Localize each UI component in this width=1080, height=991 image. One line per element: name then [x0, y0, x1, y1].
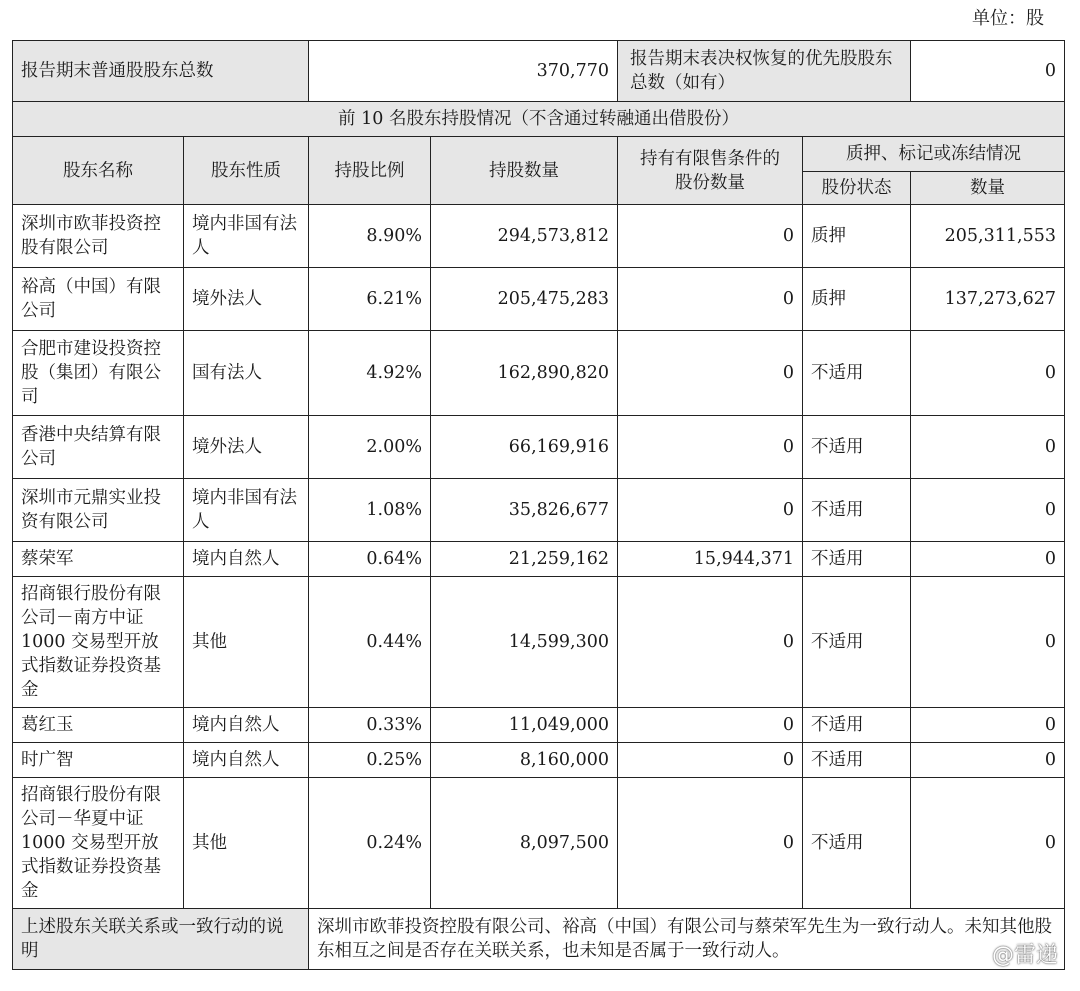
- table-row: [13, 205, 1065, 268]
- cell-pledged-count: 205,311,553: [911, 205, 1065, 268]
- cell-restricted-shares: 0: [618, 743, 803, 778]
- cell-restricted-shares: 0: [618, 331, 803, 416]
- cell-shareholder-nature: 其他: [184, 778, 309, 909]
- cell-share-count: 66,169,916: [431, 416, 618, 479]
- shareholder-table: [12, 40, 1065, 970]
- cell-shareholder-name: 香港中央结算有限公司: [13, 416, 184, 479]
- cell-shareholder-name: 裕高（中国）有限公司: [13, 268, 184, 331]
- cell-holding-ratio: 0.24%: [309, 778, 431, 909]
- cell-pledge-status: 不适用: [803, 577, 911, 708]
- cell-restricted-shares: 0: [618, 205, 803, 268]
- total-shareholders-label: 报告期末普通股股东总数: [13, 41, 309, 102]
- cell-pledged-count: 0: [911, 708, 1065, 743]
- cell-pledge-status: 不适用: [803, 542, 911, 577]
- cell-holding-ratio: 0.64%: [309, 542, 431, 577]
- cell-shareholder-nature: 境外法人: [184, 268, 309, 331]
- cell-shareholder-nature: 境内非国有法人: [184, 205, 309, 268]
- header-nature: 股东性质: [184, 137, 309, 205]
- table-row: [13, 577, 1065, 708]
- relationship-note-label: 上述股东关联关系或一致行动的说明: [13, 909, 309, 970]
- cell-pledge-status: 不适用: [803, 743, 911, 778]
- cell-shareholder-name: 葛红玉: [13, 708, 184, 743]
- header-row-1: [13, 137, 1065, 172]
- preferred-shareholders-value: 0: [911, 41, 1065, 102]
- cell-holding-ratio: 1.08%: [309, 479, 431, 542]
- total-shareholders-value: 370,770: [309, 41, 618, 102]
- cell-pledge-status: 不适用: [803, 708, 911, 743]
- cell-shareholder-nature: 国有法人: [184, 331, 309, 416]
- relationship-note-text: 深圳市欧菲投资控股有限公司、裕高（中国）有限公司与蔡荣军先生为一致行动人。未知其他股东相互之间是否存在关联关系，也未知是否属于一致行动人。: [309, 909, 1065, 970]
- cell-pledge-status: 质押: [803, 205, 911, 268]
- header-pledge-count: 数量: [911, 172, 1065, 205]
- cell-shareholder-name: 合肥市建设投资控股（集团）有限公司: [13, 331, 184, 416]
- cell-restricted-shares: 0: [618, 708, 803, 743]
- cell-holding-ratio: 6.21%: [309, 268, 431, 331]
- summary-row: [13, 41, 1065, 102]
- cell-shareholder-name: 招商银行股份有限公司－南方中证 1000 交易型开放式指数证券投资基金: [13, 577, 184, 708]
- cell-share-count: 11,049,000: [431, 708, 618, 743]
- cell-shareholder-nature: 其他: [184, 577, 309, 708]
- cell-shareholder-name: 深圳市欧菲投资控股有限公司: [13, 205, 184, 268]
- cell-shareholder-nature: 境内自然人: [184, 708, 309, 743]
- table-row: [13, 778, 1065, 909]
- cell-pledged-count: 0: [911, 778, 1065, 909]
- table-row: [13, 542, 1065, 577]
- cell-shareholder-nature: 境内非国有法人: [184, 479, 309, 542]
- header-restricted: 持有有限售条件的股份数量: [618, 137, 803, 205]
- section-title-row: [13, 102, 1065, 137]
- cell-shareholder-nature: 境外法人: [184, 416, 309, 479]
- cell-restricted-shares: 0: [618, 268, 803, 331]
- cell-share-count: 294,573,812: [431, 205, 618, 268]
- cell-pledge-status: 质押: [803, 268, 911, 331]
- cell-share-count: 35,826,677: [431, 479, 618, 542]
- cell-shareholder-name: 深圳市元鼎实业投资有限公司: [13, 479, 184, 542]
- cell-pledged-count: 0: [911, 743, 1065, 778]
- cell-pledged-count: 137,273,627: [911, 268, 1065, 331]
- preferred-shareholders-label: 报告期末表决权恢复的优先股股东总数（如有）: [618, 41, 911, 102]
- cell-pledged-count: 0: [911, 479, 1065, 542]
- header-pledge-group: 质押、标记或冻结情况: [803, 137, 1065, 172]
- cell-holding-ratio: 0.44%: [309, 577, 431, 708]
- cell-shareholder-name: 招商银行股份有限公司－华夏中证 1000 交易型开放式指数证券投资基金: [13, 778, 184, 909]
- cell-holding-ratio: 8.90%: [309, 205, 431, 268]
- header-count: 持股数量: [431, 137, 618, 205]
- cell-pledge-status: 不适用: [803, 331, 911, 416]
- cell-share-count: 14,599,300: [431, 577, 618, 708]
- cell-shareholder-nature: 境内自然人: [184, 743, 309, 778]
- cell-shareholder-nature: 境内自然人: [184, 542, 309, 577]
- cell-restricted-shares: 0: [618, 778, 803, 909]
- cell-holding-ratio: 2.00%: [309, 416, 431, 479]
- cell-pledge-status: 不适用: [803, 479, 911, 542]
- cell-share-count: 8,097,500: [431, 778, 618, 909]
- table-row: [13, 331, 1065, 416]
- watermark: @雷递: [991, 943, 1058, 968]
- header-pledge-status: 股份状态: [803, 172, 911, 205]
- cell-restricted-shares: 0: [618, 577, 803, 708]
- table-row: [13, 708, 1065, 743]
- cell-restricted-shares: 0: [618, 416, 803, 479]
- section-title: 前 10 名股东持股情况（不含通过转融通出借股份）: [13, 102, 1065, 137]
- header-name: 股东名称: [13, 137, 184, 205]
- table-row: [13, 479, 1065, 542]
- cell-share-count: 8,160,000: [431, 743, 618, 778]
- cell-pledged-count: 0: [911, 331, 1065, 416]
- cell-share-count: 162,890,820: [431, 331, 618, 416]
- cell-pledged-count: 0: [911, 542, 1065, 577]
- cell-shareholder-name: 蔡荣军: [13, 542, 184, 577]
- footer-row: [13, 909, 1065, 970]
- table-row: [13, 416, 1065, 479]
- header-ratio: 持股比例: [309, 137, 431, 205]
- unit-label: 单位：股: [972, 8, 1044, 29]
- cell-share-count: 205,475,283: [431, 268, 618, 331]
- cell-restricted-shares: 0: [618, 479, 803, 542]
- table-row: [13, 268, 1065, 331]
- cell-holding-ratio: 4.92%: [309, 331, 431, 416]
- cell-pledged-count: 0: [911, 577, 1065, 708]
- table-row: [13, 743, 1065, 778]
- cell-pledged-count: 0: [911, 416, 1065, 479]
- cell-share-count: 21,259,162: [431, 542, 618, 577]
- cell-holding-ratio: 0.25%: [309, 743, 431, 778]
- cell-pledge-status: 不适用: [803, 416, 911, 479]
- cell-pledge-status: 不适用: [803, 778, 911, 909]
- cell-shareholder-name: 时广智: [13, 743, 184, 778]
- cell-holding-ratio: 0.33%: [309, 708, 431, 743]
- cell-restricted-shares: 15,944,371: [618, 542, 803, 577]
